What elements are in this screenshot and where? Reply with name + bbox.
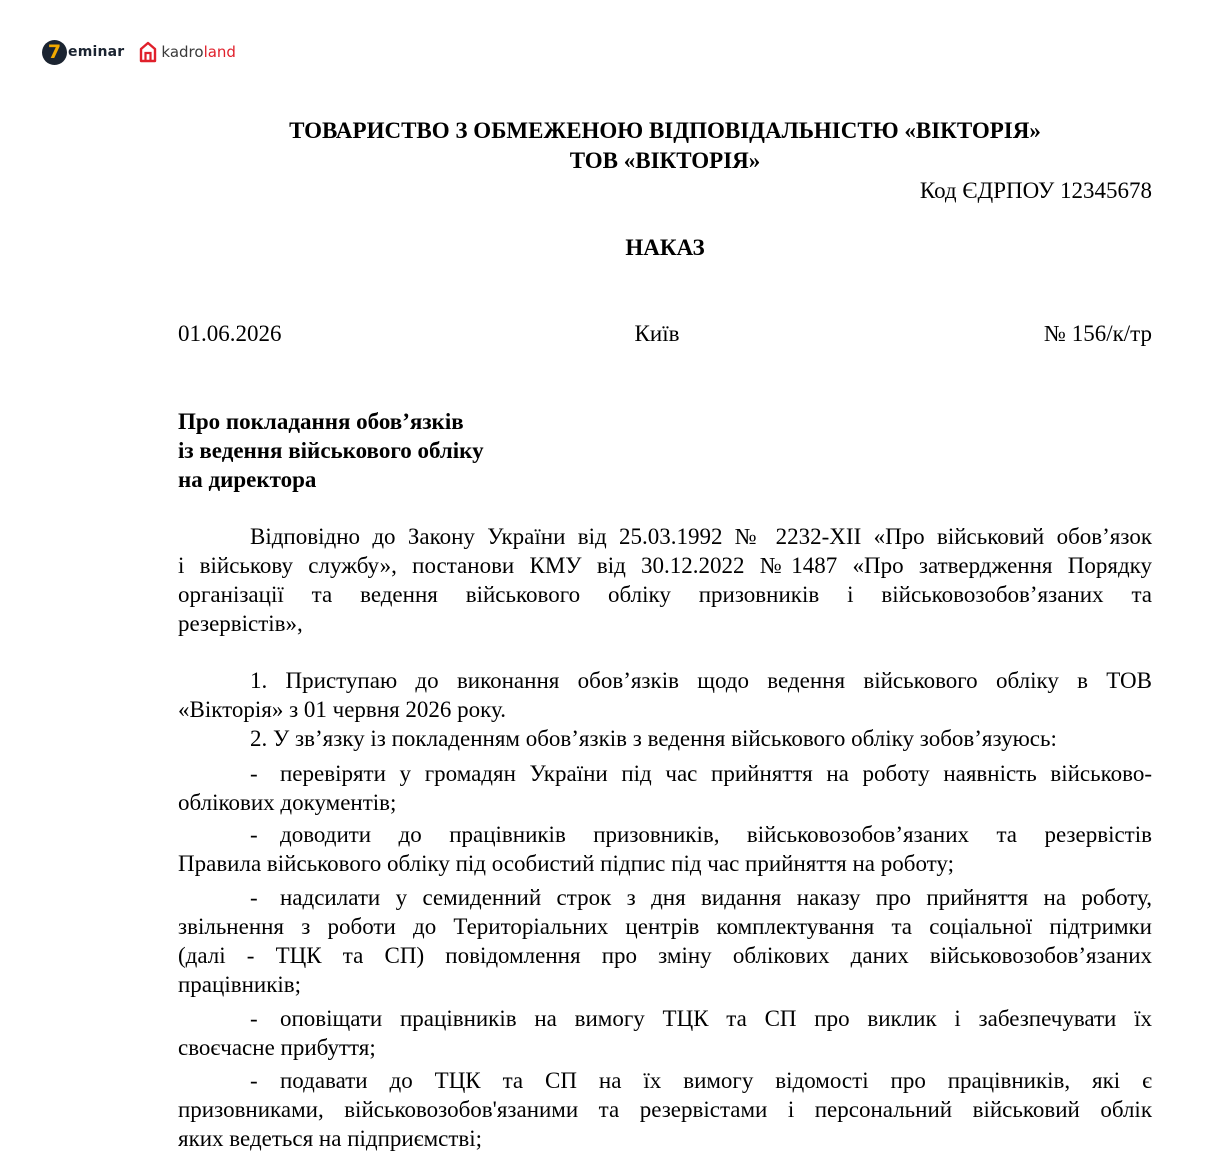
bullet3-line-4: працівників; <box>178 972 302 997</box>
bullet3-line-3: (далі - ТЦК та СП) повідомлення про зміну облікових даних військовозобов’язаних <box>178 943 1152 968</box>
order-number: № 156/к/тр <box>1044 321 1152 346</box>
bullet5-line-1 <box>178 1068 1152 1094</box>
company-full-name: ТОВАРИСТВО З ОБМЕЖЕНОЮ ВІДПОВІДАЛЬНІСТЮ «ВІКТОРІЯ» <box>289 118 1041 143</box>
kadroland-logo <box>138 41 236 63</box>
bullet-text: подавати до ТЦК та СП на їх вимогу відомості про працівників, які є <box>280 1068 1152 1093</box>
bullet-dash: - <box>250 761 258 786</box>
preamble-line-3: організації та ведення військового обліку призовників і військовозобов’язаних та <box>178 582 1152 607</box>
item1-line-2: «Вікторія» з 01 червня 2026 року. <box>178 697 506 722</box>
kadroland-logo-text-a: kadro <box>161 43 204 61</box>
bullet-dash: - <box>250 1068 258 1093</box>
bullet-text: доводити до працівників призовників, військовозобов’язаних та резервістів <box>280 822 1152 847</box>
bullet-dash: - <box>250 822 258 847</box>
seminar-logo <box>42 40 124 65</box>
document-type: НАКАЗ <box>625 235 705 260</box>
subject-line-3: на директора <box>178 467 317 492</box>
item2-heading: 2. У зв’язку із покладенням обов’язків з ведення військового обліку зобов’язуюсь: <box>250 726 1057 751</box>
bullet-text: перевіряти у громадян України під час прийняття на роботу наявність військово- <box>280 761 1152 786</box>
item1-line-1: 1. Приступаю до виконання обов’язків щодо ведення військового обліку в ТОВ <box>250 668 1152 693</box>
bullet1-line-2: облікових документів; <box>178 790 397 815</box>
header-logos <box>42 38 236 66</box>
bullet3-line-1 <box>178 885 1152 911</box>
bullet5-line-3: яких ведеться на підприємстві; <box>178 1126 483 1151</box>
bullet1-line-1 <box>178 761 1152 787</box>
subject-line-2: із ведення військового обліку <box>178 438 484 463</box>
bullet-text: оповіщати працівників на вимогу ТЦК та СП про виклик і забезпечувати їх <box>280 1006 1152 1031</box>
kadroland-logo-text-b: land <box>203 43 236 61</box>
seminar-logo-digit: 7 <box>42 40 67 65</box>
bullet4-line-1 <box>178 1006 1152 1032</box>
kadroland-house-icon <box>138 41 158 63</box>
bullet5-line-2: призовниками, військовозобов'язаними та резервістами і персональний військовий облік <box>178 1097 1152 1122</box>
company-short-name: ТОВ «ВІКТОРІЯ» <box>569 148 761 173</box>
preamble-line-4: резервістів», <box>178 611 303 636</box>
bullet4-line-2: своєчасне прибуття; <box>178 1035 376 1060</box>
preamble-line-2: і військову службу», постанови КМУ від 30.12.2022 №1487 «Про затвердження Порядку <box>178 553 1152 578</box>
bullet-dash: - <box>250 885 258 910</box>
order-city: Київ <box>634 321 680 346</box>
bullet-text: надсилати у семиденний строк з дня видання наказу про прийняття на роботу, <box>280 885 1152 910</box>
bullet2-line-2: Правила військового обліку під особистий підпис під час прийняття на роботу; <box>178 851 954 876</box>
edrpou-code: Код ЄДРПОУ 12345678 <box>919 178 1152 203</box>
seminar-logo-text: eminar <box>68 44 125 60</box>
bullet-dash: - <box>250 1006 258 1031</box>
subject-line-1: Про покладання обов’язків <box>178 409 464 434</box>
preamble-line-1: Відповідно до Закону України від 25.03.1992 № 2232-ХІІ «Про військовий обов’язок <box>250 524 1152 549</box>
order-date: 01.06.2026 <box>178 321 282 346</box>
bullet2-line-1 <box>178 822 1152 848</box>
bullet3-line-2: звільнення з роботи до Територіальних центрів комплектування та соціальної підтримки <box>178 914 1152 939</box>
